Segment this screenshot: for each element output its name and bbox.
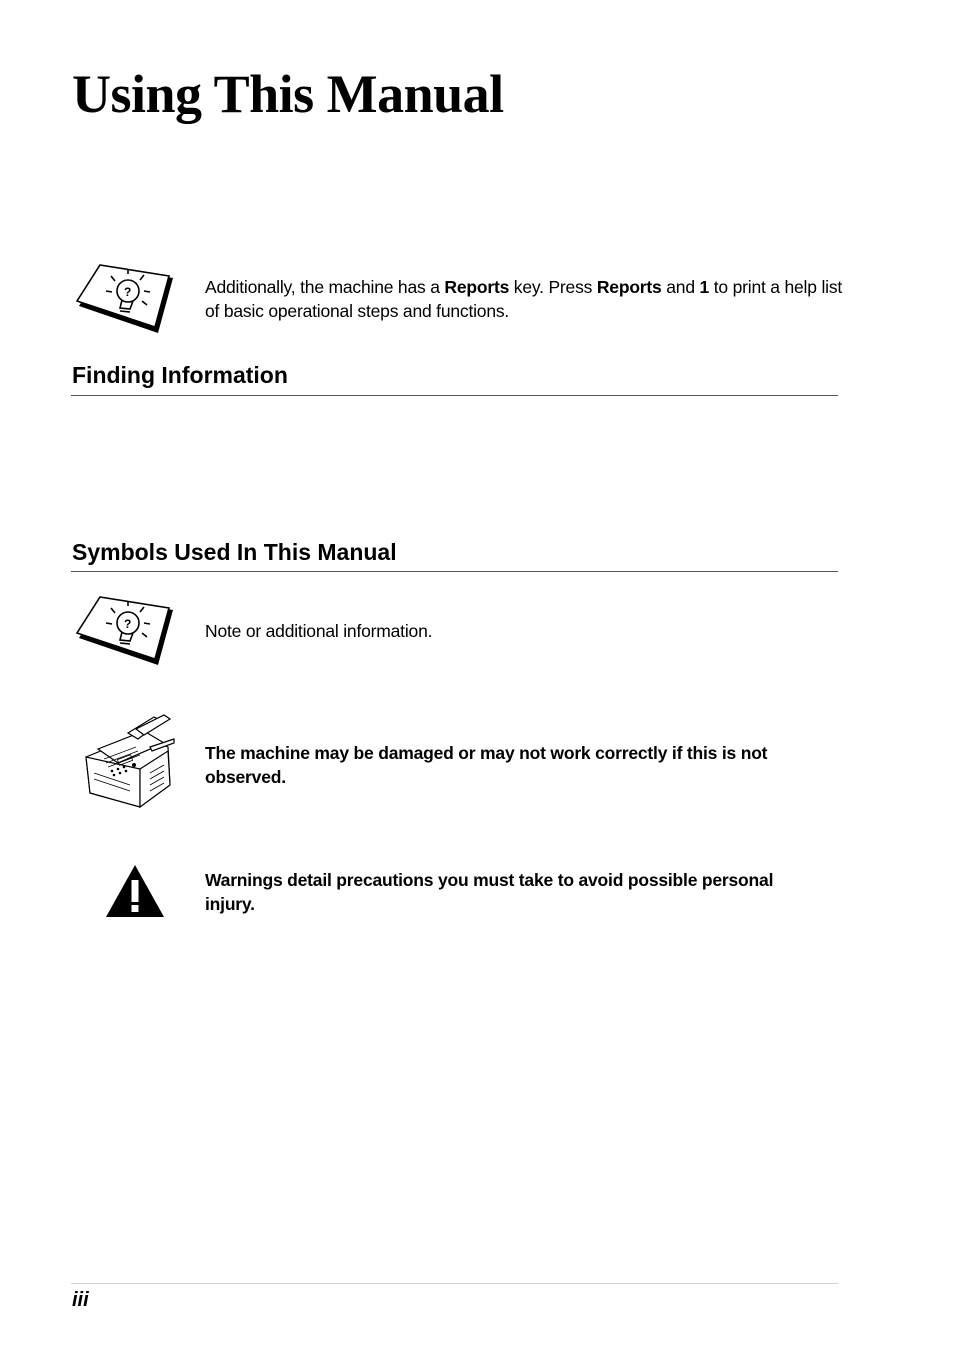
- key-one-label: 1: [699, 277, 710, 297]
- footer-divider: [71, 1283, 838, 1284]
- svg-text:?: ?: [124, 285, 132, 299]
- page-title: Using This Manual: [72, 64, 504, 124]
- reports-key-label: Reports: [444, 277, 510, 297]
- note-lightbulb-icon: [76, 595, 176, 667]
- caution-symbol-description: The machine may be damaged or may not work correctly if this is not observed.: [205, 743, 768, 787]
- fax-machine-icon: [80, 713, 176, 811]
- intro-note-text-part: key. Press: [509, 277, 597, 297]
- intro-note-text-part: and: [661, 277, 700, 297]
- note-symbol-description: Note or additional information.: [205, 621, 433, 641]
- warning-symbol-description: Warnings detail precautions you must take to avoid possible personal injury.: [205, 870, 774, 914]
- section-divider: [71, 571, 838, 572]
- intro-note-text: [205, 275, 845, 323]
- warning-triangle-icon: [104, 863, 166, 919]
- section-divider: [71, 395, 838, 396]
- svg-text:?: ?: [124, 617, 132, 631]
- reports-key-label: Reports: [596, 277, 662, 297]
- intro-note-text-part: Additionally, the machine has a: [205, 277, 445, 297]
- section-heading-symbols: Symbols Used In This Manual: [72, 539, 397, 565]
- section-heading-finding-information: Finding Information: [72, 362, 288, 388]
- note-lightbulb-icon: [76, 263, 176, 335]
- page-number: iii: [72, 1289, 89, 1311]
- intro-note-text-part: to print a help list of basic operational steps and functions.: [205, 277, 843, 321]
